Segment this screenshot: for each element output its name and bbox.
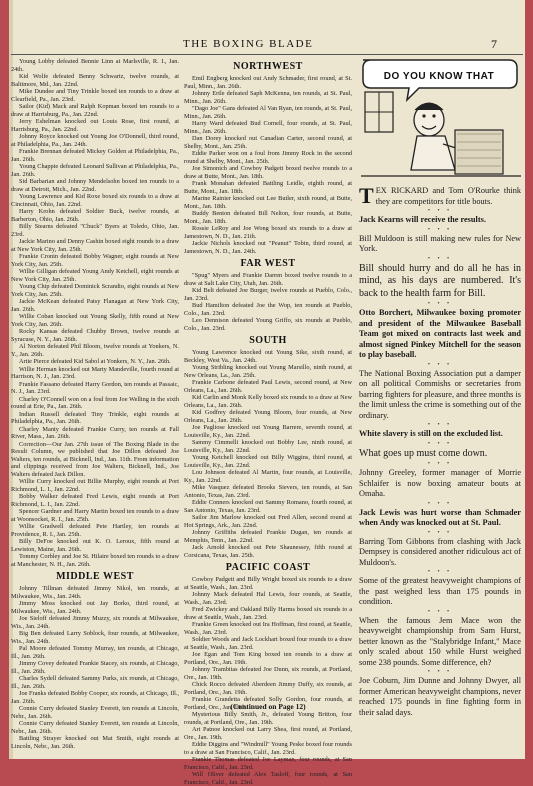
- result-entry: Soldier Woods and Jack Lockhart boxed four rounds to a draw at Seattle, Wash., Jan. 23rd.: [184, 636, 352, 651]
- middle-west-results-list: [11, 585, 179, 750]
- result-entry: Johnny Mack defeated Hal Lewis, four rounds, at Seattle, Wash., Jan. 23rd.: [184, 591, 352, 606]
- header-rule: [11, 54, 523, 55]
- do-you-know-item: Joe Coburn, Jim Dunne and Johnny Dwyer, all former American heavyweight champions, never reached 175 pounds in fine fighting form in their salad days.: [359, 676, 521, 717]
- result-entry: Mike Dundee and Tiny Trinkle boxed ten rounds to a draw at Clearfield, Pa., Jan. 23rd.: [11, 88, 179, 103]
- result-entry: Jack Arnold knocked out Pete Shaunessey, fifth round at Corsicana, Texas, Jan. 25th.: [184, 544, 352, 559]
- result-entry: Correction—Our Jan. 27th issue of The Boxing Blade in the Result Column, we published that Joe Dillon defeated Joe Walters, ten rounds, at Bicknell, Ind., Jan. 11th. From information and clippings received from Joe Walters, Bicknell, Ind., Joe Walters defeated Jack Dillon.: [11, 440, 179, 478]
- result-entry: Connie Curry defeated Stanley Everett, ten rounds at Lincoln, Nebr., Jan. 26th.: [11, 705, 179, 720]
- result-entry: Charley O'Connell won on a foul from Joe Welling in the sixth round at Erie, Pa., Jan. 26th.: [11, 395, 179, 410]
- result-entry: Sailor Jim Marlow knocked out Fred Allen, second round at Hot Springs, Ark., Jan. 22nd.: [184, 514, 352, 529]
- pacific-coast-results-list: [184, 576, 352, 786]
- result-entry: Joe Pagliose knocked out Young Barrere, seventh round, at Louisville, Ky., Jan. 22nd.: [184, 424, 352, 439]
- result-entry: Cowboy Padgett and Billy Wright boxed six rounds to a draw at Seattle, Wash., Jan. 23rd.: [184, 576, 352, 591]
- result-entry: Bobby Walker defeated Fred Lewis, eight rounds at Port Richmond, L. I., Jan. 22nd.: [11, 493, 179, 508]
- result-entry: Spencer Gardner and Harry Martin boxed ten rounds to a draw at Woonsocket, R. I., Jan. 25th.: [11, 508, 179, 523]
- result-entry: Mysterious Billy Smith, Jr., defeated Young Britton, four rounds, at Portland, Ore., Jan. 19th.: [184, 711, 352, 726]
- do-you-know-item: Bill Muldoon is still making new rules for New York.: [359, 233, 521, 253]
- result-entry: Will Oliver defeated Alex Tasloff, four rounds, at San Francisco, Calif., Jan. 23rd.: [184, 771, 352, 786]
- continued-note: (Continued on Page 12): [230, 702, 306, 711]
- result-entry: "Spug" Myers and Frankie Darren boxed twelve rounds to a draw at Salt Lake City, Utah, Jan. 26th.: [184, 272, 352, 287]
- section-heading-middle-west: MIDDLE WEST: [56, 571, 134, 582]
- do-you-know-item: Barring Tom Gibbons from clashing with Jack Dempsey is considered another ridiculous act of Muldoon's.: [359, 536, 521, 567]
- star-separator: • • •: [427, 422, 453, 428]
- result-entry: Sid Barbarian and Johnny Mendelsohn boxed ten rounds to a draw at Detroit, Mich., Jan. 22nd.: [11, 178, 179, 193]
- result-entry: Harry Ward defeated Bud Cornell, four rounds, at St. Paul, Minn., Jan. 26th.: [184, 120, 352, 135]
- do-you-know-item: Otto Borchert, Milwaukee boxing promoter and president of the Milwaukee Baseball Team got mixed on contracts last week and almost signed Pinkey Mitchell for the season to play baseball.: [359, 308, 521, 359]
- result-entry: Willie Gradwell defeated Pete Hartley, ten rounds at Providence, R. I., Jan. 25th.: [11, 523, 179, 538]
- do-you-know-item: Jack Kearns will receive the results.: [359, 215, 486, 224]
- star-separator: • • •: [427, 208, 453, 214]
- star-separator: • • •: [427, 569, 453, 575]
- east-results-list: [11, 58, 179, 568]
- result-entry: Art Patnoe knocked out Larry Shea, first round, at Portland, Ore., Jan. 19th.: [184, 726, 352, 741]
- result-entry: Jackie Marino and Denny Cashin boxed eight rounds to a draw at New York City, Jan. 25th.: [11, 238, 179, 253]
- result-entry: Jackie McKean defeated Patsy Flanagan at New York City, Jan. 26th.: [11, 298, 179, 313]
- do-you-know-item: Some of the greatest heavyweight champions of the past weighed less than 175 pounds in condition.: [359, 576, 521, 606]
- result-entry: Rocky Kansas defeated Chubby Brown, twelve rounds at Syracuse, N. Y., Jan. 26th.: [11, 328, 179, 343]
- result-entry: Young Chappie defeated Leonard Sullivan at Philadelphia, Pa., Jan. 26th.: [11, 163, 179, 178]
- result-entry: Bud Hamilton defeated Joe the Wop, ten rounds at Pueblo, Colo., Jan. 23rd.: [184, 302, 352, 317]
- result-entry: Sammy Cimmelli knocked out Bobby Lee, ninth round, at Louisville, Ky., Jan. 22nd.: [184, 439, 352, 454]
- result-entry: Johnny Royce knocked out Young Joe O'Donnell, third round, at Philadelphia, Pa., Jan. 24th.: [11, 133, 179, 148]
- result-entry: Kid Belt defeated Joe Burger, twelve rounds at Pueblo, Colo., Jan. 23rd.: [184, 287, 352, 302]
- result-entry: Marine Rainier knocked out Lee Butler, sixth round, at Butte, Mont., Jan. 18th.: [184, 195, 352, 210]
- result-entry: Leo Dennison defeated Young Griffo, six rounds at Pueblo, Colo., Jan. 23rd.: [184, 317, 352, 332]
- result-entry: Willie Curry knocked out Billie Murphy, eight rounds at Port Richmond, L. I., Jan. 22nd.: [11, 478, 179, 493]
- result-entry: Frankie Green knocked out Ira Hoffman, first round, at Seattle, Wash., Jan. 23rd.: [184, 621, 352, 636]
- do-you-know-item: What goes up must come down.: [359, 447, 488, 459]
- result-entry: Al Norton defeated Phil Bloom, twelve rounds at Yonkers, N. Y., Jan. 26th.: [11, 343, 179, 358]
- result-entry: Billy Stearns defeated "Chuck" Byers at Toledo, Ohio, Jan. 23rd.: [11, 223, 179, 238]
- result-entry: Frankie Grandetta defeated Solly Gordon, four rounds, at Portland, Ore., Jan. 19th.: [184, 696, 352, 711]
- result-entry: Billy DeFoe knocked out K. O. Leroux, fifth round at Lewiston, Maine, Jan. 26th.: [11, 538, 179, 553]
- speech-bubble-text: DO YOU KNOW THAT: [383, 71, 495, 82]
- star-separator: • • •: [427, 461, 453, 467]
- result-entry: Johnny Ertle defeated Saph McKenna, ten rounds, at St. Paul, Minn., Jan. 26th.: [184, 90, 352, 105]
- result-entry: Johnny Tillman defeated Jimmy Nikol, ten rounds, at Milwaukee, Wis., Jan. 24th.: [11, 585, 179, 600]
- result-entry: Jimmy Moss knocked out Jay Borko, third round, at Milwaukee, Wis., Jan. 24th.: [11, 600, 179, 615]
- result-entry: Kid Carlin and Monk Kelly boxed six rounds to a draw at New Orleans, La., Jan. 26th.: [184, 394, 352, 409]
- result-entry: Young Lobby defeated Bennie Linn at Marlsville, R. I., Jan. 24th.: [11, 58, 179, 73]
- northwest-results-list: [184, 75, 352, 255]
- cartoon-illustration: [359, 58, 523, 182]
- result-entry: Chick Rocco defeated Aberdeen Jimmy Duffy, six rounds, at Portland, Ore., Jan. 19th.: [184, 681, 352, 696]
- result-entry: Eddie Conners knocked out Sammy Romano, fourth round, at San Antonio, Texas, Jan. 23rd.: [184, 499, 352, 514]
- result-entry: Indian Russell defeated Tiny Trinkle, eight rounds at Philadelphia, Pa., Jan. 26th.: [11, 410, 179, 425]
- result-entry: Joe Franks defeated Bobby Cooper, six rounds, at Chicago, Ill., Jan. 26th.: [11, 690, 179, 705]
- result-entry: Artie Pierce defeated Kid Sabol at Yonkers, N. Y., Jan. 26th.: [19, 358, 171, 365]
- do-you-know-item: Johnny Greeley, former manager of Morrie Schlaifer is now boxing amateur bouts at Omaha.: [359, 468, 521, 498]
- result-entry: Frankie Carbone defeated Paul Lewis, second round, at New Orleans, La., Jan. 26th.: [184, 379, 352, 394]
- result-entry: "Dago Joe" Gans defeated Al Van Ryan, ten rounds, at St. Paul, Minn., Jan. 26th.: [184, 105, 352, 120]
- result-entry: Jimmy Covey defeated Frankie Stacey, six rounds, at Chicago, Ill., Jan. 26th.: [11, 660, 179, 675]
- result-entry: Willie Herman knocked out Marty Mandeville, fourth round at Harrison, N. J., Jan. 23rd.: [11, 365, 179, 380]
- result-entry: Johnny Trambitas defeated Joe Dunn, six rounds, at Portland, Ore., Jan. 19th.: [184, 666, 352, 681]
- do-you-know-cartoon: [359, 58, 523, 182]
- result-entry: Willie Coban knocked out Young Skelly, fifth round at New York City, Jan. 26th.: [11, 313, 179, 328]
- do-you-know-item: Bill should hurry and do all he has in mind, as his days are numbered. It's back to the health farm for Bill.: [359, 262, 521, 299]
- do-you-know-item: When the famous Jem Mace won the heavyweight championship from Sam Hurst, better known as the "Stalybridge Infant," Mace only scaled about 150 while Hurst weighed some 238 pounds. Some difference, eh?: [359, 615, 521, 667]
- do-you-know-item: White slavery is still on the excluded list.: [359, 429, 503, 438]
- result-entry: Eddie Diggins and "Windmill" Young Peske boxed four rounds to a draw at San Francisco, Calif., Jan. 23rd.: [184, 741, 352, 756]
- result-entry: Young Lawrence knocked out Young Sike, sixth round, at Beckley, West Va., Jan. 24th.: [184, 349, 352, 364]
- results-column-west: [184, 58, 352, 786]
- result-entry: Charles Sydell defeated Sammy Parks, six rounds, at Chicago, Ill., Jan. 26th.: [11, 675, 179, 690]
- star-separator: • • •: [427, 669, 453, 675]
- section-heading-far-west: FAR WEST: [240, 258, 296, 269]
- result-entry: Frankie Fassano defeated Harry Gordon, ten rounds at Passaic, N. J., Jan. 23rd.: [11, 380, 179, 395]
- result-entry: Johnny Griffiths defeated Frankie Dugan, ten rounds at Memphis, Tenn., Jan. 22nd.: [184, 529, 352, 544]
- page-number: 7: [491, 37, 497, 51]
- result-entry: Lou Johnson defeated Al Martin, four rounds, at Louisville, Ky., Jan. 22nd.: [184, 469, 352, 484]
- result-entry: Young Stribling knocked out Young Marsillo, ninth round, at New Orleans, La., Jan. 25th.: [184, 364, 352, 379]
- star-separator: • • •: [427, 361, 453, 368]
- result-entry: Sailor (Kid) Mack and Ralph Kopman boxed ten rounds to a draw at Harrisburg, Pa., Jan. 22nd.: [11, 103, 179, 118]
- result-entry: Joe Egan and Tom King boxed ten rounds to a draw at Portland, Ore., Jan. 19th.: [184, 651, 352, 666]
- result-entry: Willie Gilligan defeated Young Andy Ketchell, eight rounds at New York City, Jan. 25th.: [11, 268, 179, 283]
- star-separator: • • •: [427, 255, 453, 262]
- star-separator: • • •: [427, 226, 453, 233]
- result-entry: Eddie Parker won on a foul from Jimmy Rock in the second round at Shelby, Mont., Jan. 25th.: [184, 150, 352, 165]
- result-entry: Young Chip defeated Dominick Scrandio, eight rounds at New York City, Jan. 25th.: [11, 283, 179, 298]
- result-entry: Young Ketchell knocked out Billy Wiggins, third round, at Louisville, Ky., Jan. 22nd.: [184, 454, 352, 469]
- star-separator: • • •: [427, 440, 453, 447]
- result-entry: Kid Wolfe defeated Benny Schwartz, twelve rounds, at Baltimore, Md., Jan. 22nd.: [11, 73, 179, 88]
- do-you-know-column: [359, 183, 521, 751]
- result-entry: Young Lawrence and Kid Roxe boxed six rounds to a draw at Cincinnati, Ohio, Jan. 22nd.: [11, 193, 179, 208]
- result-entry: Tommy Corbley and Joe St. Hilaire boxed ten rounds to a draw at Manchester, N. H., Jan. 26th.: [11, 553, 179, 568]
- result-entry: Joe Simonich and Cowboy Padgett boxed twelve rounds to a draw at Butte, Mont., Jan. 18th.: [184, 165, 352, 180]
- star-separator: • • •: [427, 608, 453, 615]
- do-you-know-items: [359, 183, 521, 718]
- do-you-know-item: TEX RICKARD and Tom O'Rourke think they are competitors for title bouts.: [359, 183, 521, 208]
- south-results-list: [184, 349, 352, 559]
- result-entry: Jackie Nichols knocked out "Peanut" Tobin, third round, at Jamestown, N. D., Jan. 24th.: [184, 240, 352, 255]
- result-entry: Rossie LeRoy and Joe Wong boxed six rounds to a draw at Jamestown, N. D., Jan. 21th.: [184, 225, 352, 240]
- section-heading-south: SOUTH: [249, 335, 287, 346]
- result-entry: Frankie Brennan defeated Mickey Golden at Philadelphia, Pa., Jan. 26th.: [11, 148, 179, 163]
- result-entry: Harry Krohn defeated Soldier Buck, twelve rounds, at Barberton, Ohio, Jan. 26th.: [11, 208, 179, 223]
- result-entry: Frank Monahan defeated Battling Leidle, eighth round, at Butte, Mont., Jan. 18th.: [184, 180, 352, 195]
- section-heading-pacific-coast: PACIFIC COAST: [225, 562, 311, 573]
- results-column-east: [11, 58, 179, 748]
- result-entry: Mike Vasquez defeated Brooks Sievers, ten rounds, at San Antonio, Texas, Jan. 23rd.: [184, 484, 352, 499]
- result-entry: Battling Strayer knocked out Mat Smith, eight rounds at Lincoln, Nebr., Jan. 26th.: [11, 735, 179, 750]
- result-entry: Emil Engberg knocked out Andy Schmader, first round, at St. Paul, Minn., Jan. 26th.: [184, 75, 352, 90]
- result-entry: Connie Curry defeated Stanley Everett, ten rounds at Lincoln, Nebr., Jan. 26th.: [11, 720, 179, 735]
- do-you-know-item: Jack Lewis was hurt worse than Schmader when Andy was knocked out at St. Paul.: [359, 507, 521, 527]
- running-head: [9, 38, 525, 52]
- result-entry: Dan Dorey knocked out Canadian Carter, second round, at Shelby, Mont., Jan. 25th.: [184, 135, 352, 150]
- star-separator: • • •: [427, 301, 453, 307]
- cartoon-chair: [455, 130, 503, 174]
- result-entry: Charley Manty defeated Frankie Curry, ten rounds at Fall River, Mass., Jan. 26th.: [11, 425, 179, 440]
- result-entry: Pal Moore defeated Tommy Murray, ten rounds, at Chicago, Ill., Jan. 26th.: [11, 645, 179, 660]
- result-entry: Fred Zwickey and Oakland Billy Harms boxed six rounds to a draw at Seattle, Wash., Jan. 23rd.: [184, 606, 352, 621]
- cartoon-body: [411, 136, 455, 170]
- star-separator: • • •: [427, 500, 453, 507]
- far-west-results-list: [184, 272, 352, 332]
- magazine-title: THE BOXING BLADE: [183, 38, 314, 50]
- result-entry: Buddy Benton defeated Bill Nelton, four rounds, at Butte, Mont., Jan. 18th.: [184, 210, 352, 225]
- result-entry: Frankie Cronin defeated Bobby Wagner, eight rounds at New York City, Jan. 25th.: [11, 253, 179, 268]
- result-entry: Kid Godfrey defeated Young Bloom, four rounds, at New Orleans, La., Jan. 26th.: [184, 409, 352, 424]
- result-entry: Jerry Eshelman knocked out Louis Rose, first round, at Harrisburg, Pa., Jan. 22nd.: [11, 118, 179, 133]
- result-entry: Frankie Thomas defeated Joe Layman, four rounds, at San Francisco, Calif., Jan. 23rd.: [184, 756, 352, 771]
- section-heading-northwest: NORTHWEST: [233, 61, 303, 72]
- result-entry: Joe Sieloff defeated Jimmy Muzzy, six rounds at Milwaukee, Wis., Jan. 24th.: [11, 615, 179, 630]
- result-entry: Big Ben defeated Larry Soblock, four rounds, at Milwaukee, Wis., Jan. 24th.: [11, 630, 179, 645]
- do-you-know-item: The National Boxing Association put a damper on all political Commishs or secretaries from barring fighters for pleasure, and three months is the limit unless the crime is something out of the ordinary.: [359, 368, 521, 420]
- star-separator: • • •: [427, 529, 453, 536]
- magazine-page: [9, 0, 525, 786]
